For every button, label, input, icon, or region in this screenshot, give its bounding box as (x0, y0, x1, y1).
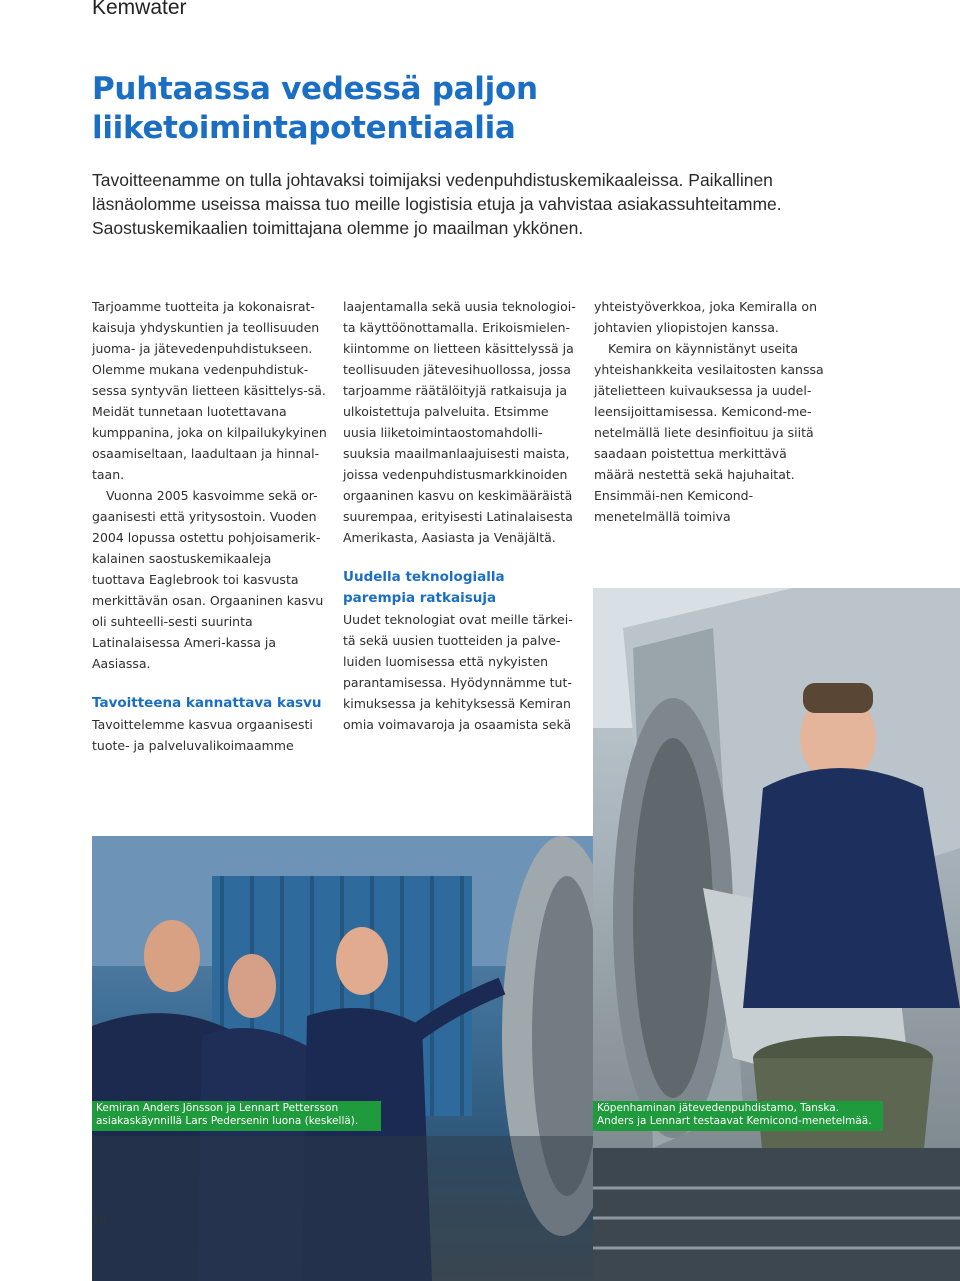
lead-line-3: Saostuskemikaalien toimittajana olemme jo maailman ykkönen. (92, 218, 584, 238)
caption-line-1: Köpenhaminan jätevedenpuhdistamo, Tanska. (597, 1102, 840, 1114)
lead-line-2: läsnäolomme useissa maissa tuo meille logistisia etuja ja vahvistaa asiakassuhteitamme. (92, 194, 782, 214)
title-line-2: liiketoimintapotentiaalia (92, 110, 516, 146)
page-title (92, 70, 792, 148)
title-line-1: Puhtaassa vedessä paljon (92, 71, 538, 107)
treatment-plant-illustration (593, 588, 960, 1281)
text-column-1 (92, 296, 328, 756)
body-paragraph: Tavoittelemme kasvua orgaanisesti tuote- ja palveluvalikoimaamme (92, 717, 313, 753)
treatment-plant-photo (593, 588, 960, 1281)
heading-line-2: parempia ratkaisuja (343, 590, 497, 606)
page-number: 10 (92, 1213, 108, 1227)
body-paragraph: Uudet teknologiat ovat meille tärkei-tä sekä uusien tuotteiden ja palve-luiden luomisessa että nykyisten parantamisessa. Hyödynnämme tut-kimuksessa ja kehityksessä Kemiran omia voimavaroja ja osaamista sekä (343, 612, 573, 732)
body-paragraph: yhteistyöverkkoa, joka Kemiralla on johtavien yliopistojen kanssa. (594, 299, 817, 335)
body-paragraph: laajentamalla sekä uusia teknologioi-ta käyttöönottamalla. Erikoismielen-kiintomme on lietteen käsittelyssä ja teollisuuden jätevesihuollossa, jossa tarjoamme räätälöityjä ratkaisuja ja ulkoistettuja palveluita. Etsimme uusia liiketoimintaostomahdolli-suuksia maailmanlaajuisesti maista, joissa vedenpuhdistusmarkkinoiden orgaaninen kasvu on keskimääräistä suurempaa, erityisesti Latinalaisesta Amerikasta, Aasiasta ja Venäjältä. (343, 299, 576, 545)
body-paragraph: Kemira on käynnistänyt useita yhteishankkeita vesilaitosten kanssa jätelietteen kuivauksessa ja uudel-leensijoittamisessa. Kemicond-me-netelmällä liete desinfioituu ja siitä saadaan poistettua merkittävä määrä nestettä sekä hajuhaitat. Ensimmäi-nen Kemicond-menetelmällä toimiva (594, 341, 824, 524)
section-heading (343, 567, 579, 609)
text-column-2 (343, 296, 579, 735)
text-column-3 (594, 296, 830, 527)
photo-caption-right (593, 1101, 883, 1131)
body-paragraph: Tarjoamme tuotteita ja kokonaisrat-kaisuja yhdyskuntien ja teollisuuden juoma- ja jätevedenpuhdistukseen. Olemme mukana vedenpuhdistuk-sessa syntyvän lietteen käsittelys-sä. Meidät tunnetaan luotettavana kumppanina, joka on kilpailukykyinen osaamiseltaan, laadultaan ja hinnal-taan. (92, 299, 327, 482)
caption-line-2: asiakaskäynnillä Lars Pedersenin luona (keskellä). (96, 1115, 359, 1127)
caption-line-2: Anders ja Lennart testaavat Kemicond-menetelmää. (597, 1115, 872, 1127)
section-heading: Tavoitteena kannattava kasvu (92, 695, 322, 711)
lead-paragraph (92, 168, 852, 240)
site-visit-photo (92, 836, 593, 1281)
header-brand: Kemwater (92, 0, 187, 19)
lead-line-1: Tavoitteenamme on tulla johtavaksi toimijaksi vedenpuhdistuskemikaaleissa. Paikallinen (92, 170, 773, 190)
heading-line-1: Uudella teknologialla (343, 569, 505, 585)
caption-line-1: Kemiran Anders Jönsson ja Lennart Pettersson (96, 1102, 339, 1114)
site-visit-illustration (92, 836, 593, 1281)
body-paragraph: Vuonna 2005 kasvoimme sekä or-gaanisesti että yritysostoin. Vuoden 2004 lopussa ostettu pohjoisamerik-kalainen saostuskemikaaleja tuottava Eaglebrook toi kasvusta merkittävän osan. Orgaaninen kasvu oli suhteelli-sesti suurinta Latinalaisessa Ameri-kassa ja Aasiassa. (92, 488, 324, 671)
photo-caption-left (92, 1101, 381, 1131)
